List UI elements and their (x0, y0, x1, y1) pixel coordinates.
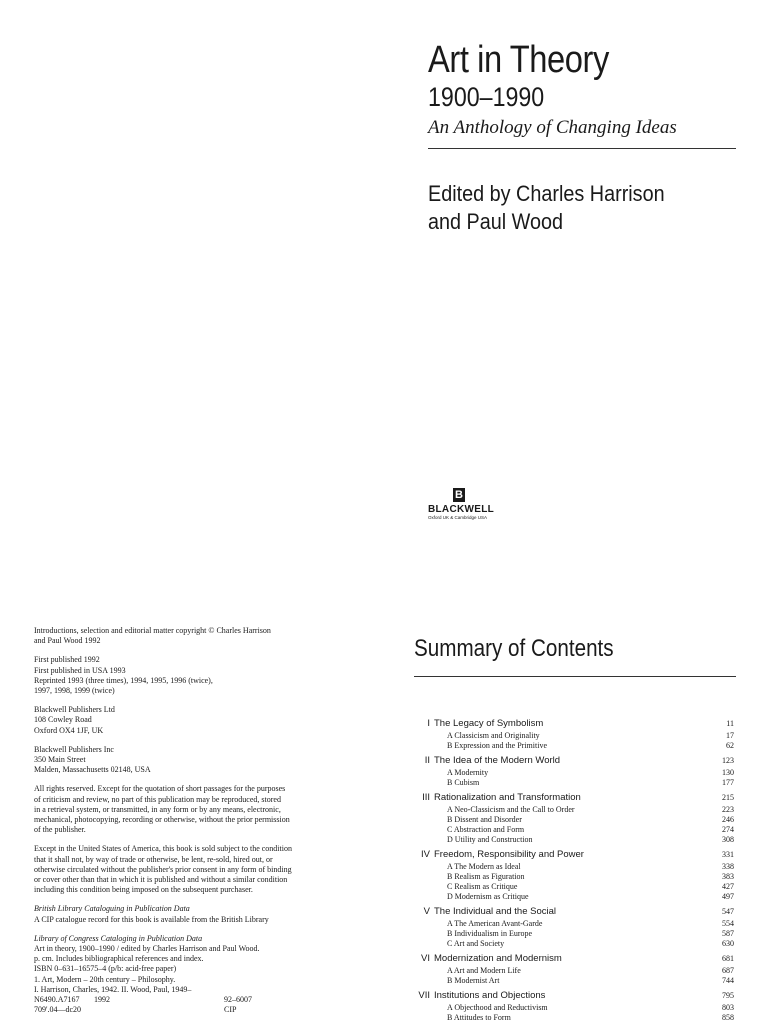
book-years: 1900–1990 (428, 82, 545, 112)
toc-section-title: A Art and Modern Life (447, 966, 521, 975)
toc-part-page: 215 (722, 793, 734, 802)
toc-section-title: D Modernism as Critique (447, 892, 529, 901)
toc-part-row (414, 755, 734, 768)
toc-part-title: Modernization and Modernism (434, 953, 562, 964)
book-title: Art in Theory (428, 39, 609, 81)
toc-section-title: B Dissent and Disorder (447, 815, 522, 824)
toc-part-number: V (423, 906, 430, 917)
table-of-contents (414, 718, 734, 1027)
toc-section-page: 630 (722, 939, 734, 948)
toc-section-page: 177 (722, 778, 734, 787)
summary-heading: Summary of Contents (414, 635, 614, 662)
publisher-logo (428, 488, 498, 520)
toc-part-page: 547 (722, 907, 734, 916)
toc-section-page: 308 (722, 835, 734, 844)
toc-section-page: 497 (722, 892, 734, 901)
publisher-address-us: Blackwell Publishers Inc 350 Main Street Malden, Massachusetts 02148, USA (34, 744, 151, 775)
publisher-name: BLACKWELL (428, 504, 495, 515)
cip-row: 709'.04—dc20 CIP (34, 1005, 237, 1015)
sale-condition: Except in the United States of America, this book is sold subject to the condition that it shall not, by way of trade or otherwise, be lent, re-sold, hired out, or otherwise circulated without the publisher's prior consent in any form of binding or cover other than that in which it is published and without a similar condition including this condition being imposed on the subsequent purchaser. (34, 844, 292, 895)
toc-part-row (414, 792, 734, 805)
toc-section-title: B Expression and the Primitive (447, 741, 547, 750)
toc-section-row (414, 966, 734, 976)
toc-section-title: A The Modern as Ideal (447, 862, 521, 871)
editors-line-2: and Paul Wood (428, 209, 564, 234)
toc-part-page: 123 (722, 756, 734, 765)
toc-section-row (414, 939, 734, 949)
toc-section-title: A The American Avant-Garde (447, 919, 543, 928)
toc-section-page: 383 (722, 872, 734, 881)
toc-part-row (414, 953, 734, 966)
toc-section-title: B Modernist Art (447, 976, 500, 985)
publisher-address-uk: Blackwell Publishers Ltd 108 Cowley Road Oxford OX4 1JF, UK (34, 705, 115, 735)
toc-section-page: 554 (722, 919, 734, 928)
editors (428, 180, 716, 236)
toc-section-row (414, 919, 734, 929)
summary-rule (414, 676, 736, 677)
toc-section-title: C Realism as Critique (447, 882, 518, 891)
toc-part-row (414, 990, 734, 1003)
toc-part-title: The Legacy of Symbolism (434, 718, 544, 729)
toc-part-row (414, 718, 734, 731)
toc-section-page: 858 (722, 1013, 734, 1022)
toc-section-title: D Utility and Construction (447, 835, 533, 844)
toc-part-number: III (422, 792, 430, 803)
toc-section-row (414, 1013, 734, 1023)
copyright-page (34, 626, 334, 1025)
publisher-mark: B (453, 488, 465, 502)
toc-section-row (414, 731, 734, 741)
toc-part (414, 849, 734, 902)
toc-part (414, 755, 734, 788)
toc-section-title: A Modernity (447, 768, 489, 777)
toc-section-row (414, 805, 734, 815)
toc-part-title: Institutions and Objections (434, 990, 546, 1001)
cip-row: N6490.A7167 1992 92–6007 (34, 995, 252, 1005)
toc-part-title: Rationalization and Transformation (434, 792, 581, 803)
library-of-congress-data: Library of Congress Cataloging in Publication Data Art in theory, 1900–1990 / edited by Charles Harrison and Paul Wood. p. cm. Includes bibliographical references and index. ISBN 0–631–16575–4 (p/b: acid-free paper) 1. Art, Modern – 20th century – Philosophy. I. Harrison, Charles, 1942. II. Wood, Paul, 1949– N6490.A7167 1992 92–6007 709'.04—dc20 CIP (34, 934, 334, 1016)
toc-part-number: IV (421, 849, 430, 860)
toc-part-title: Freedom, Responsibility and Power (434, 849, 584, 860)
toc-part-number: VI (421, 953, 430, 964)
toc-section-page: 338 (722, 862, 734, 871)
toc-section-page: 246 (722, 815, 734, 824)
toc-section-page: 223 (722, 805, 734, 814)
toc-section-page: 744 (722, 976, 734, 985)
editors-line-1: Edited by Charles Harrison (428, 181, 665, 206)
toc-part-page: 681 (722, 954, 734, 963)
toc-section-title: B Cubism (447, 778, 480, 787)
toc-part-number: VII (418, 990, 430, 1001)
toc-section-row (414, 815, 734, 825)
toc-section-title: B Attitudes to Form (447, 1013, 511, 1022)
toc-section-title: B Individualism in Europe (447, 929, 533, 938)
toc-part-page: 11 (726, 719, 734, 728)
toc-section-row (414, 768, 734, 778)
toc-section-row (414, 929, 734, 939)
toc-section-page: 17 (726, 731, 734, 740)
book-subtitle: An Anthology of Changing Ideas (428, 117, 677, 138)
toc-part-title: The Idea of the Modern World (434, 755, 561, 766)
toc-section-row (414, 741, 734, 751)
british-library-data: British Library Cataloguing in Publication Data A CIP catalogue record for this book is available from the British Library (34, 904, 269, 924)
toc-section-page: 803 (722, 1003, 734, 1012)
toc-part-number: II (424, 755, 430, 766)
toc-part (414, 792, 734, 845)
toc-part-row (414, 906, 734, 919)
toc-section-row (414, 778, 734, 788)
publisher-tagline: Oxford UK & Cambridge USA (428, 515, 488, 520)
toc-part-title: The Individual and the Social (434, 906, 556, 917)
toc-section-title: A Objecthood and Reductivism (447, 1003, 548, 1012)
copyright-notice: Introductions, selection and editorial matter copyright © Charles Harrison and Paul Wood 1992 (34, 626, 271, 646)
toc-section-title: B Realism as Figuration (447, 872, 525, 881)
toc-section-row (414, 825, 734, 835)
toc-section-title: C Art and Society (447, 939, 505, 948)
toc-part (414, 990, 734, 1023)
toc-section-page: 274 (722, 825, 734, 834)
toc-part-page: 795 (722, 991, 734, 1000)
toc-part (414, 953, 734, 986)
toc-part-row (414, 849, 734, 862)
toc-section-page: 62 (726, 741, 734, 750)
toc-section-title: C Abstraction and Form (447, 825, 525, 834)
toc-section-page: 587 (722, 929, 734, 938)
toc-section-title: A Neo-Classicism and the Call to Order (447, 805, 575, 814)
toc-section-row (414, 872, 734, 882)
toc-part-page: 331 (722, 850, 734, 859)
toc-part-number: I (427, 718, 430, 729)
toc-section-row (414, 976, 734, 986)
toc-section-row (414, 892, 734, 902)
toc-section-row (414, 862, 734, 872)
rights-statement: All rights reserved. Except for the quotation of short passages for the purposes of criticism and review, no part of this publication may be reproduced, stored in a retrieval system, or transmitted, in any form or by any means, electronic, mechanical, photocopying, recording or otherwise, without the prior permission of the publisher. (34, 784, 290, 835)
toc-section-page: 687 (722, 966, 734, 975)
title-block (428, 38, 748, 140)
publication-history: First published 1992 First published in USA 1993 Reprinted 1993 (three times), 1994, 1995, 1996 (twice), 1997, 1998, 1999 (twice) (34, 655, 213, 696)
toc-section-row (414, 1003, 734, 1013)
toc-part (414, 718, 734, 751)
toc-section-title: A Classicism and Originality (447, 731, 540, 740)
title-rule (428, 148, 736, 149)
toc-section-row (414, 882, 734, 892)
toc-section-page: 427 (722, 882, 734, 891)
toc-section-page: 130 (722, 768, 734, 777)
toc-section-row (414, 835, 734, 845)
toc-part (414, 906, 734, 949)
